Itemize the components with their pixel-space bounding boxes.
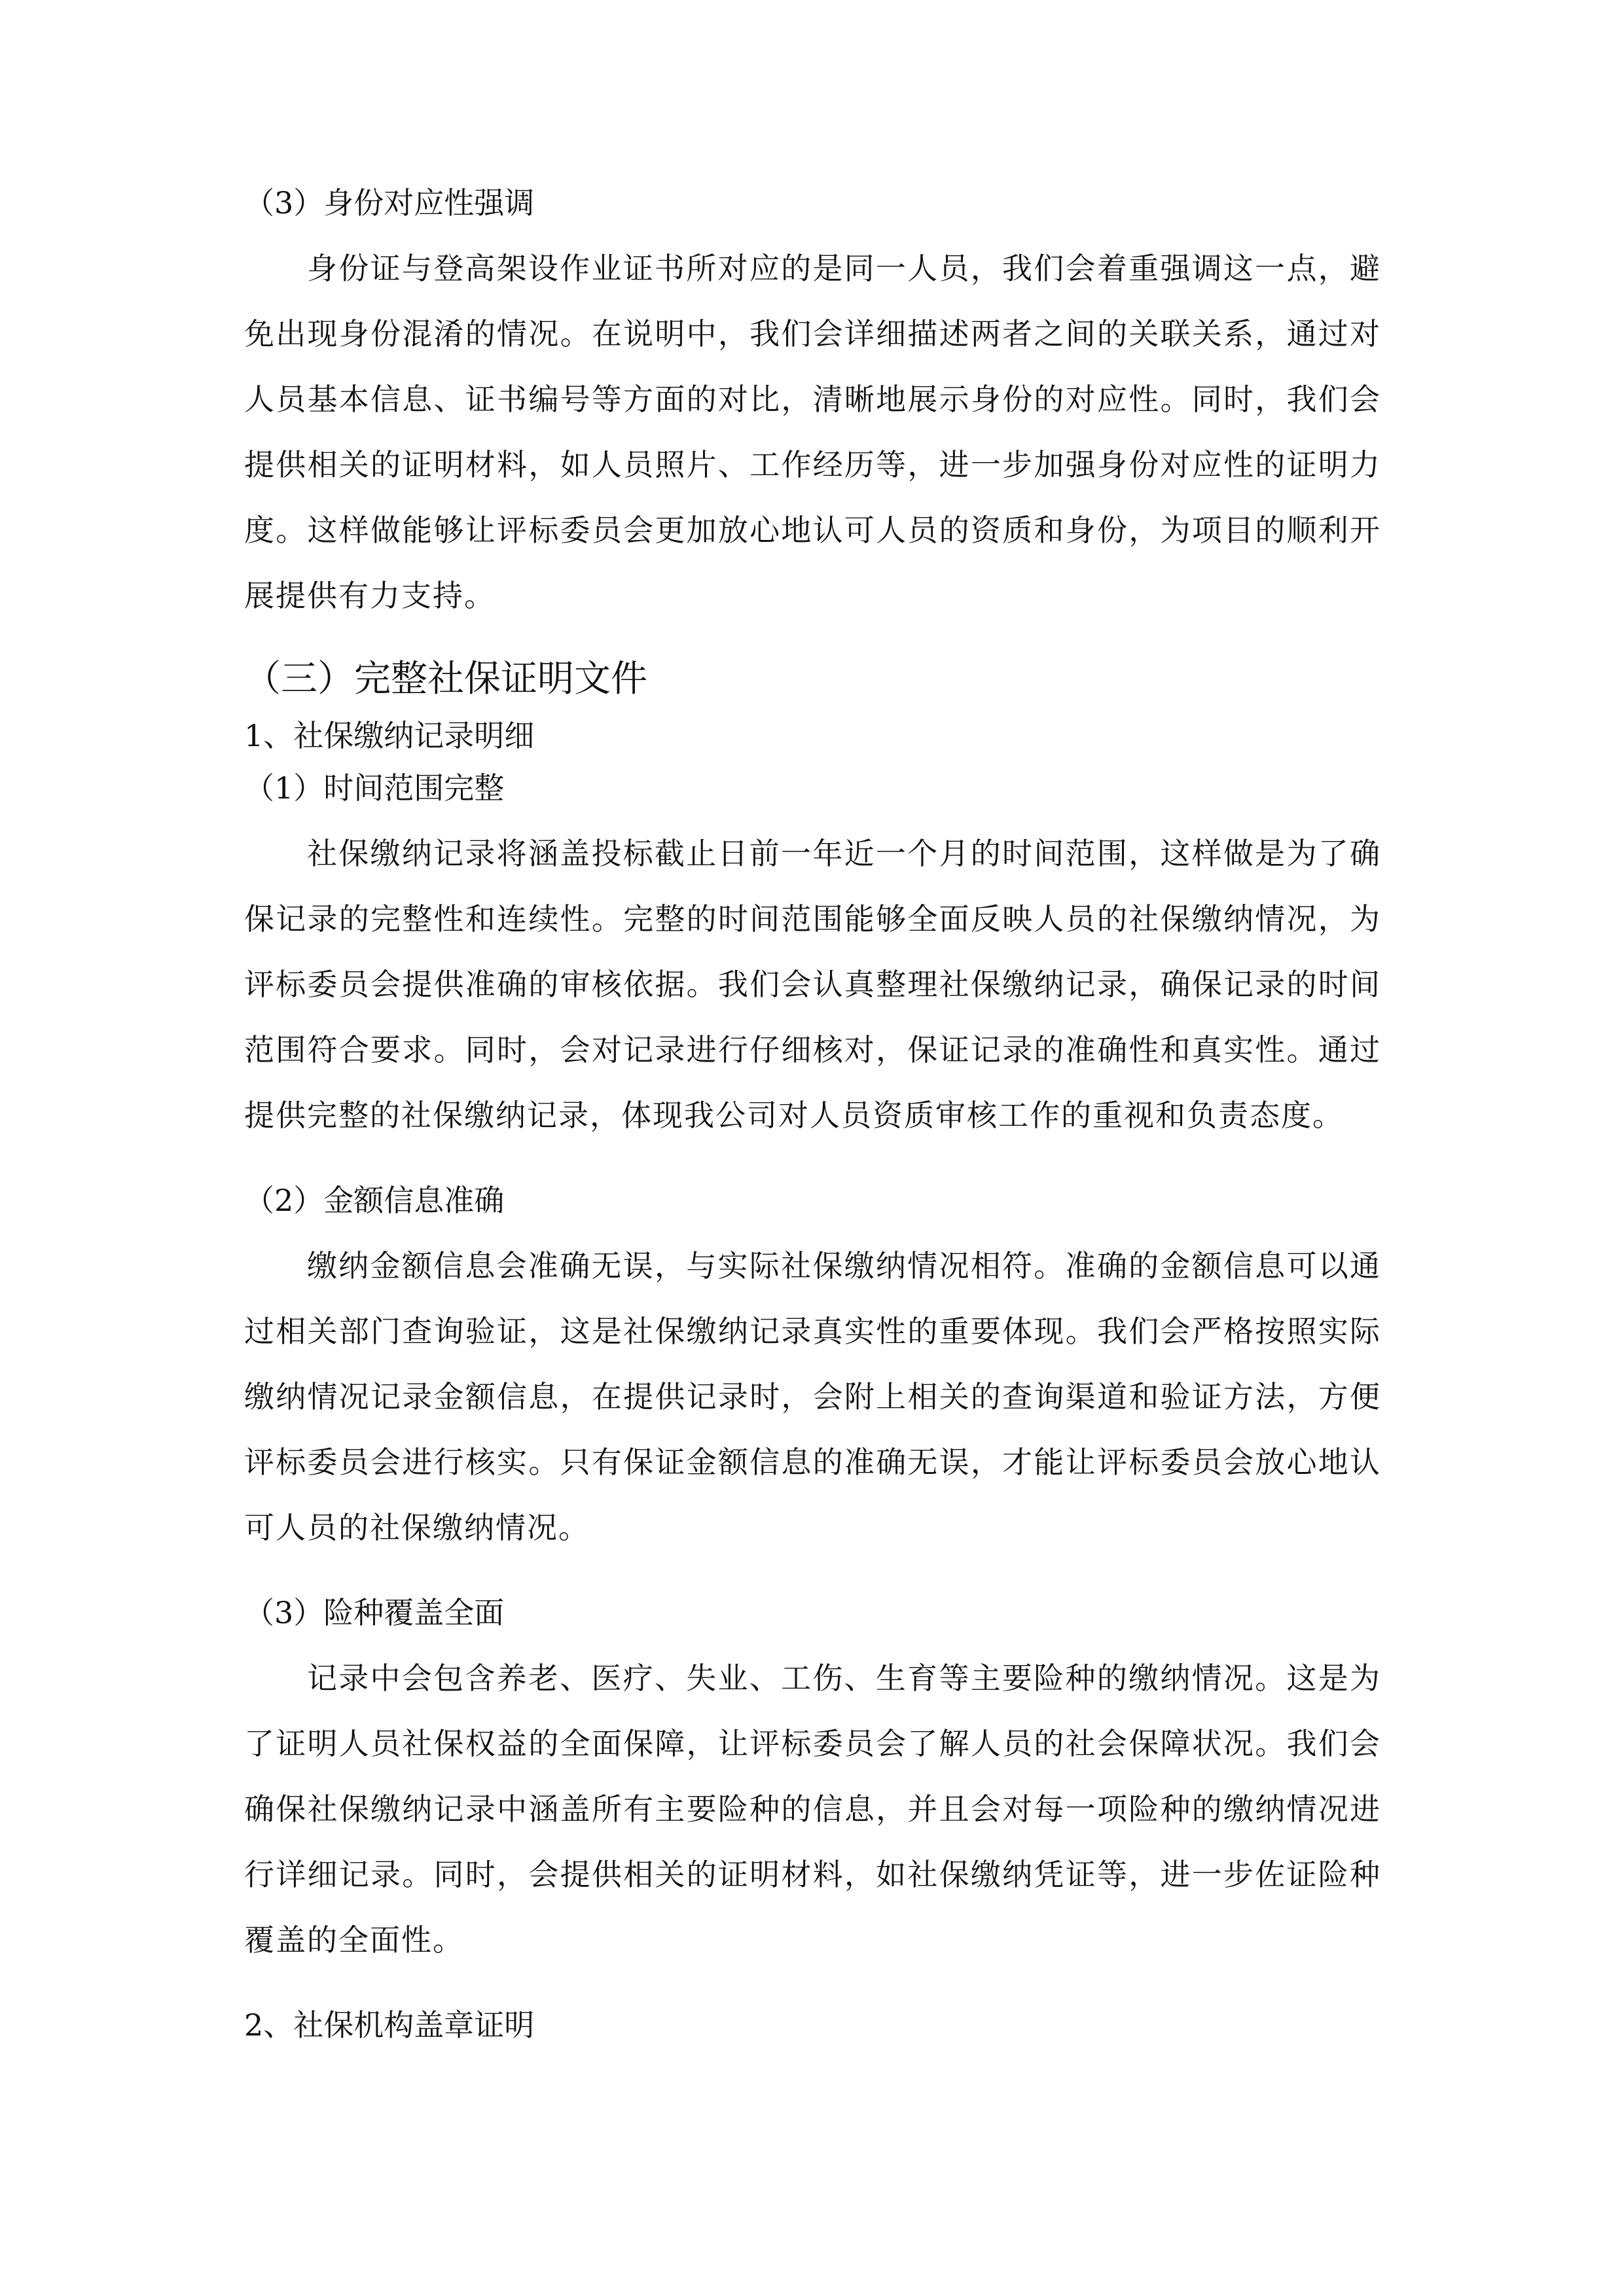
heading-insurance-coverage: （3）险种覆盖全面 [244, 1595, 505, 1630]
page-content [244, 183, 1381, 2045]
heading-amount-accuracy: （2）金额信息准确 [244, 1183, 505, 1218]
heading-time-range: （1）时间范围完整 [244, 770, 505, 806]
paragraph-insurance-coverage: 记录中会包含养老、医疗、失业、工伤、生育等主要险种的缴纳情况。这是为了证明人员社保权益的全面保障，让评标委员会了解人员的社会保障状况。我们会确保社保缴纳记录中涵盖所有主要险种的信息，并且会对每一项险种的缴纳情况进行详细记录。同时，会提供相关的证明材料，如社保缴纳凭证等，进一步佐证险种覆盖的全面性。 [244, 1660, 1381, 1958]
heading-identity-correspondence: （3）身份对应性强调 [244, 185, 535, 221]
heading-social-security-records: 1、社保缴纳记录明细 [244, 718, 535, 753]
paragraph-identity-correspondence: 身份证与登高架设作业证书所对应的是同一人员，我们会着重强调这一点，避免出现身份混淆的情况。在说明中，我们会详细描述两者之间的关联关系，通过对人员基本信息、证书编号等方面的对比，清晰地展示身份的对应性。同时，我们会提供相关的证明材料，如人员照片、工作经历等，进一步加强身份对应性的证明力度。这样做能够让评标委员会更加放心地认可人员的资质和身份，为项目的顺利开展提供有力支持。 [244, 251, 1381, 613]
paragraph-amount-accuracy: 缴纳金额信息会准确无误，与实际社保缴纳情况相符。准确的金额信息可以通过相关部门查询验证，这是社保缴纳记录真实性的重要体现。我们会严格按照实际缴纳情况记录金额信息，在提供记录时，会附上相关的查询渠道和验证方法，方便评标委员会进行核实。只有保证金额信息的准确无误，才能让评标委员会放心地认可人员的社保缴纳情况。 [244, 1248, 1381, 1545]
section-title-social-security: （三）完整社保证明文件 [244, 658, 647, 700]
paragraph-time-range: 社保缴纳记录将涵盖投标截止日前一年近一个月的时间范围，这样做是为了确保记录的完整性和连续性。完整的时间范围能够全面反映人员的社保缴纳情况，为评标委员会提供准确的审核依据。我们会认真整理社保缴纳记录，确保记录的时间范围符合要求。同时，会对记录进行仔细核对，保证记录的准确性和真实性。通过提供完整的社保缴纳记录，体现我公司对人员资质审核工作的重视和负责态度。 [244, 836, 1381, 1133]
heading-stamp-certificate: 2、社保机构盖章证明 [244, 2007, 535, 2043]
